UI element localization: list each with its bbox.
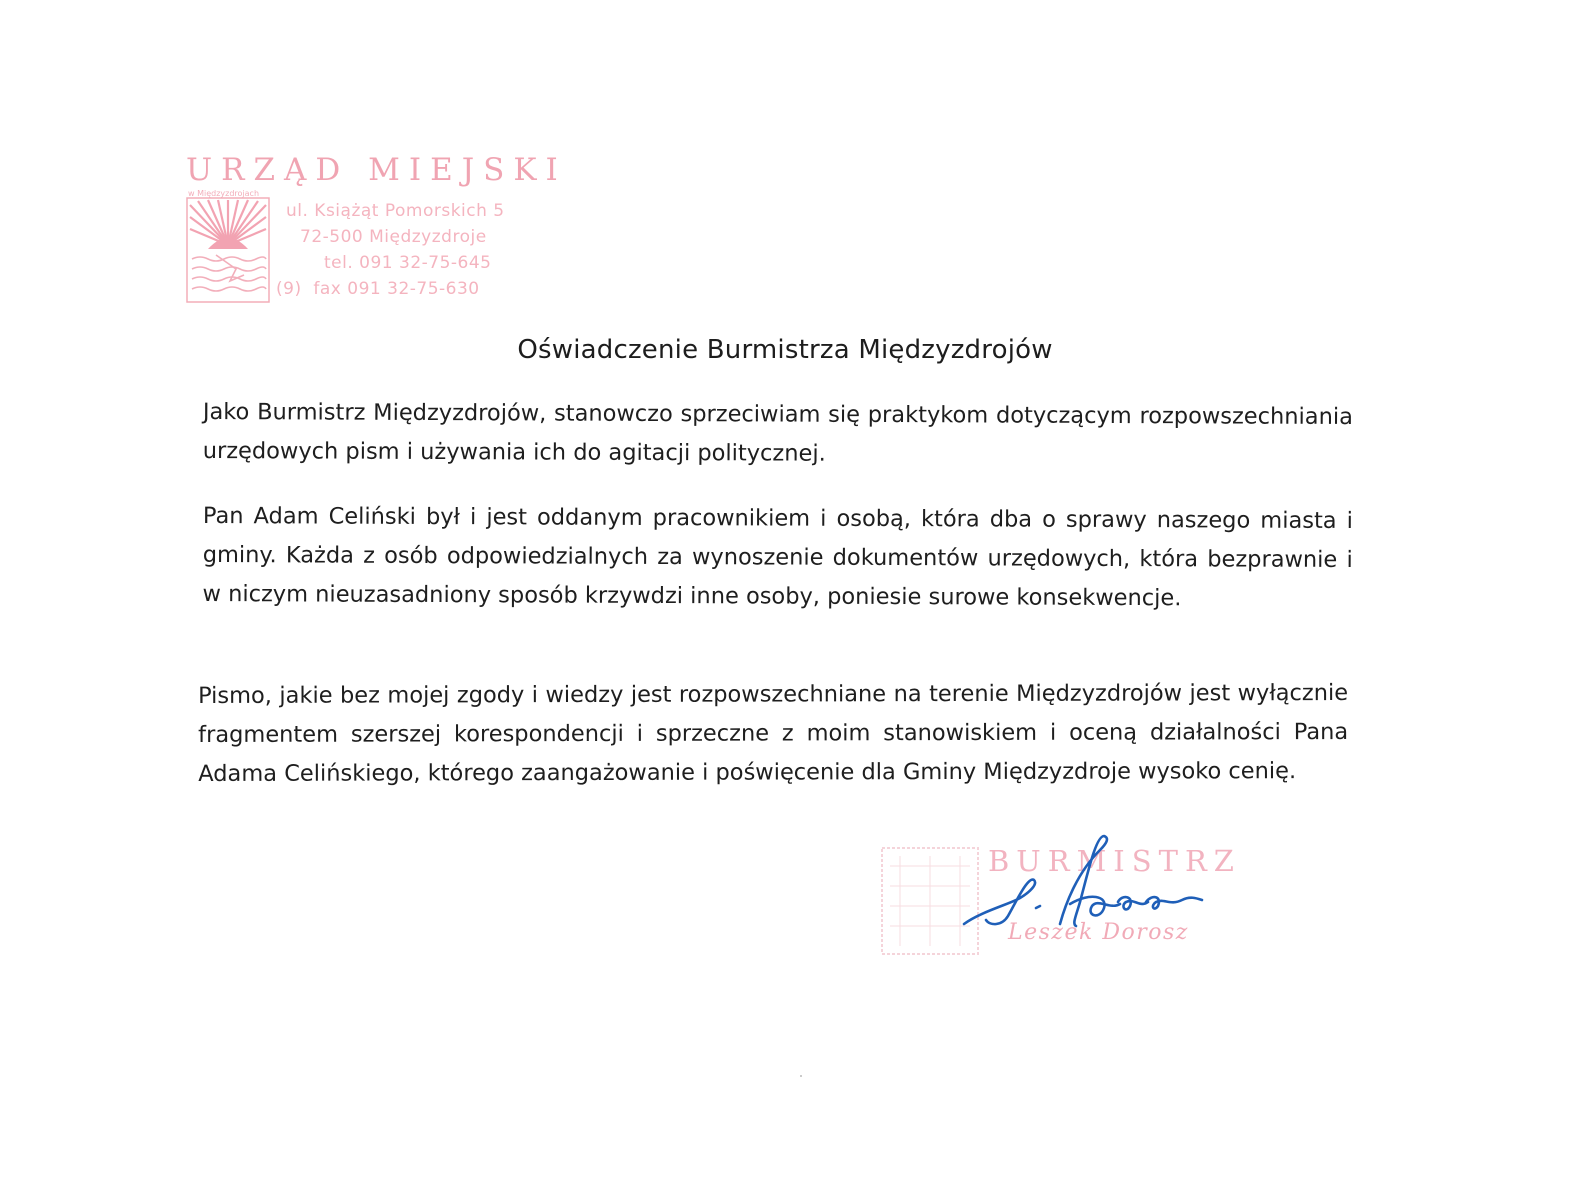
signature-stamp xyxy=(880,832,1240,962)
letterhead-stamp xyxy=(186,152,566,307)
office-phone: tel. 091 32-75-645 xyxy=(324,253,492,273)
office-postal: 72-500 Międzyzdroje xyxy=(300,227,487,247)
office-street: ul. Książąt Pomorskich 5 xyxy=(286,201,505,221)
office-fax xyxy=(276,279,480,299)
scan-speck xyxy=(800,1075,802,1077)
signature-role: BURMISTRZ xyxy=(988,844,1241,878)
signature-name: Leszek Dorosz xyxy=(1008,920,1189,945)
office-name: URZĄD MIEJSKI xyxy=(186,152,567,188)
town-crest-icon xyxy=(186,197,270,303)
paragraph-1: Jako Burmistrz Międzyzdrojów, stanowczo sprzeciwiam się praktykom dotyczącym rozpowszechniania urzędowych pism i używania ich do agitacji politycznej. xyxy=(202,398,1353,467)
document-title: Oświadczenie Burmistrza Międzyzdrojów xyxy=(517,335,1053,365)
office-fax-number: fax 091 32-75-630 xyxy=(313,279,480,299)
paragraph-2: Pan Adam Celiński był i jest oddanym pracownikiem i osobą, która dba o sprawy naszego miasta i gminy. Każda z osób odpowiedzialnych za wynoszenie dokumentów urzędowych, która bezprawnie i w niczym nieuzasadniony sposób krzywdzi inne osoby, poniesie surowe konsekwencje. xyxy=(202,502,1353,612)
paragraph-3: Pismo, jakie bez mojej zgody i wiedzy jest rozpowszechniane na terenie Międzyzdrojów jest wyłącznie fragmentem szerszej korespondencji i sprzeczne z moim stanowiskiem i oceną działalności Pana Adama Celińskiego, którego zaangażowanie i poświęcenie dla Gminy Międzyzdroje wysoko cenię. xyxy=(198,679,1349,787)
handwritten-signature-icon xyxy=(950,832,1230,942)
office-fax-prefix: (9) xyxy=(276,279,302,299)
office-town-small: w Międzyzdrojach xyxy=(188,189,260,198)
